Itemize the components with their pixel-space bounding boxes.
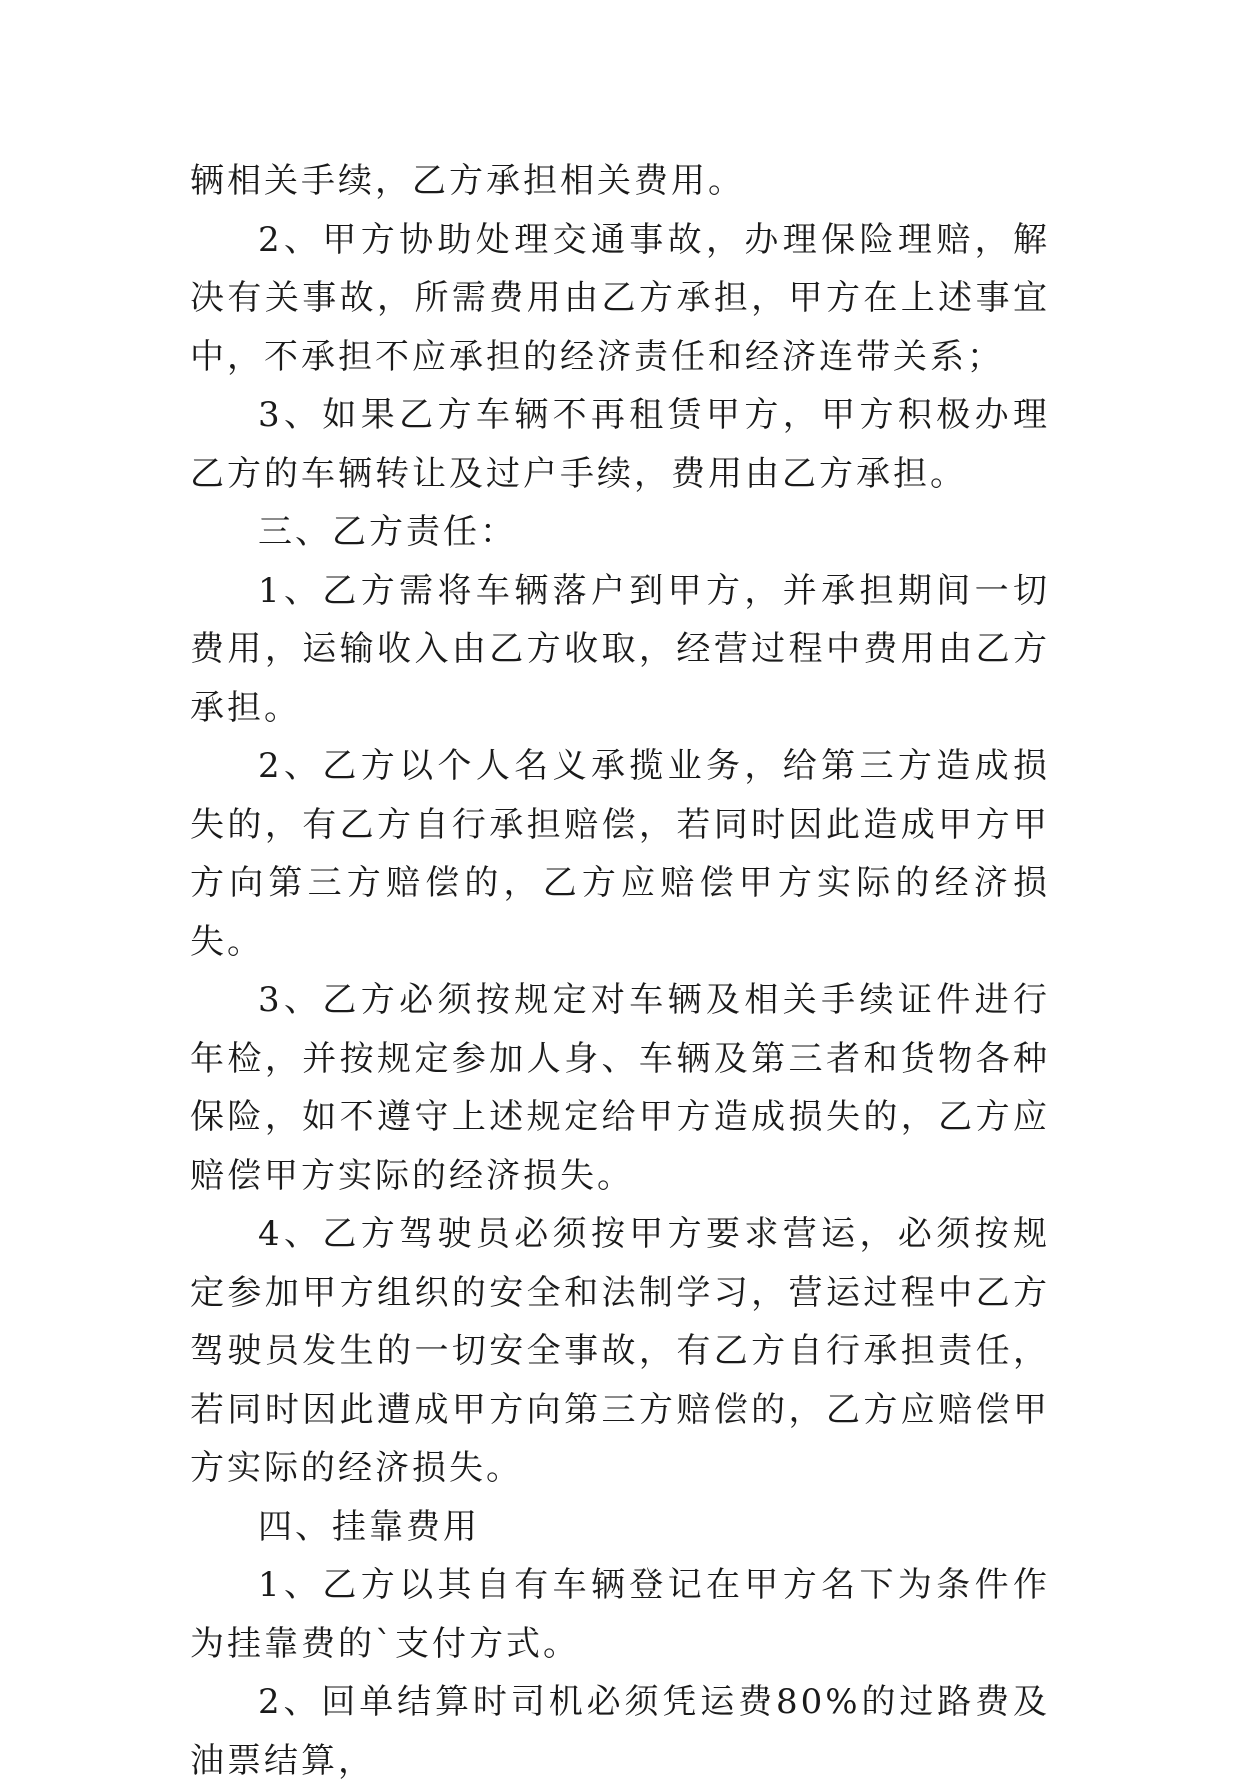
paragraph-b-clause-4: 4、乙方驾驶员必须按甲方要求营运，必须按规定参加甲方组织的安全和法制学习，营运过程中乙方驾驶员发生的一切安全事故，有乙方自行承担责任，若同时因此遭成甲方向第三方赔偿的，乙方应赔偿甲方实际的经济损失。 [190, 1214, 1050, 1488]
section-heading-affiliation-fees: 四、挂靠费用 [258, 1506, 480, 1547]
paragraph-clause-3-transfer: 3、如果乙方车辆不再租赁甲方，甲方积极办理乙方的车辆转让及过户手续，费用由乙方承担。 [190, 395, 1050, 494]
paragraph-b-clause-1: 1、乙方需将车辆落户到甲方，并承担期间一切费用，运输收入由乙方收取，经营过程中费用由乙方承担。 [190, 570, 1050, 728]
paragraph-b-clause-3: 3、乙方必须按规定对车辆及相关手续证件进行年检，并按规定参加人身、车辆及第三者和货物各种保险，如不遵守上述规定给甲方造成损失的，乙方应赔偿甲方实际的经济损失。 [190, 980, 1050, 1196]
paragraph-b-clause-2: 2、乙方以个人名义承揽业务，给第三方造成损失的，有乙方自行承担赔偿，若同时因此造成甲方甲方向第三方赔偿的，乙方应赔偿甲方实际的经济损失。 [190, 746, 1050, 962]
paragraph-fee-clause-1: 1、乙方以其自有车辆登记在甲方名下为条件作为挂靠费的`支付方式。 [190, 1565, 1050, 1664]
paragraph-fee-clause-2: 2、回单结算时司机必须凭运费80%的过路费及油票结算， [190, 1682, 1050, 1781]
paragraph-continuation: 辆相关手续，乙方承担相关费用。 [190, 161, 745, 201]
section-heading-party-b-responsibility: 三、乙方责任： [258, 512, 517, 552]
document-body [190, 152, 1050, 1790]
paragraph-clause-2-accident-handling: 2、甲方协助处理交通事故，办理保险理赔，解决有关事故，所需费用由乙方承担，甲方在上述事宜中，不承担不应承担的经济责任和经济连带关系； [190, 219, 1050, 377]
